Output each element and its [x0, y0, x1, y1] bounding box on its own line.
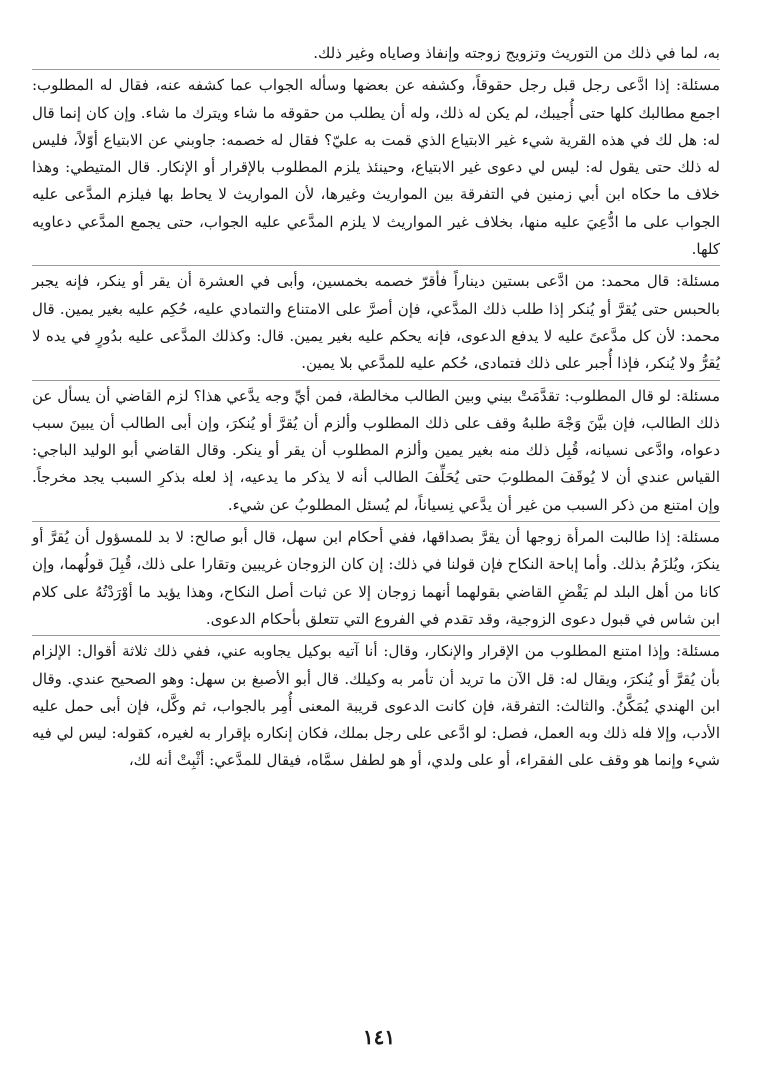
document-body: [32, 40, 720, 775]
paragraph-masala-claims: مسئلة: إذا ادَّعى رجل قبل رجل حقوقاً، وكشفه عن بعضها وسأله الجواب عما كشفه عنه، فقال له المطلوب: اجمع مطالبك كلها حتى أُجيبك، لم يكن له ذلك، وله أن يطلب من حقوقه ما شاء ويترك ما شاء. وإن كان إنما قال له: هل لك في هذه القرية شيء غير الابتياع الذي قمت به عليّ؟ فقال له خصمه: جاوبني عن الابتياع أوّلاً، فليس له ذلك حتى يقول له: ليس لي دعوى غير الابتياع، وحينئذ يلزم المطلوب بالإقرار أو الإنكار. قال المتيطي: وهذا خلاف ما حكاه ابن أبي زمنين في التفرقة بين المواريث وغيرها، لأن المواريث لا يحاط بها فيلزم المدَّعى عليه الجواب على ما ادُّعِيَ عليه منها، بخلاف غير المواريث لا يلزم المدَّعي عليه الجواب، حتى يجمع المدَّعي دعاويه كلها.: [32, 69, 720, 263]
paragraph-masala-sixty-dinars: مسئلة: قال محمد: من ادَّعى بستين ديناراً فأقرّ خصمه بخمسين، وأبى في العشرة أن يقر أو ينكر، فإنه يجبر بالحبس حتى يُقرَّ أو يُنكر إذا طلب ذلك المدَّعي، فإن أصرَّ على الامتناع والتمادي عليه، حُكِم عليه بغير يمين. قال محمد: لأن كل مدَّعىً عليه لا يدفع الدعوى، فإنه يحكم عليه بغير يمين. قال: وكذلك المدَّعى عليه بدُورٍ في يده لا يُقرُّ ولا يُنكر، فإذا أُجبر على ذلك فتمادى، حُكم عليه للمدَّعي بلا يمين.: [32, 265, 720, 377]
paragraph-masala-agent: مسئلة: وإذا امتنع المطلوب من الإقرار والإنكار، وقال: أنا آتيه بوكيل يجاوبه عني، ففي ذلك ثلاثة أقوال: الإلزام بأن يُقرَّ أو يُنكرَ، ويقال له: قل الآن ما تريد أن تأمر به وكيلك. قال أبو الأصبغ بن سهل: وهو الصحيح عندي. وقال ابن الهندي يُمَكَّنُ. والثالث: التفرقة، فإن كانت الدعوى قريبة المعنى أُمِر بالجواب، ثم وكَّل، فإن أبى حمل عليه الأدب، وإلا فله ذلك وبه العمل، فصل: لو ادَّعى على رجل بملك، فكان إنكاره بإقرار به لغيره، كقوله: ليس لي فيه شيء وإنما هو وقف على الفقراء، أو على ولدي، أو هو لطفل سمَّاه، فيقال للمدَّعي: أثْبِتْ أنه لك،: [32, 635, 720, 774]
paragraph-continuation: به، لما في ذلك من التوريث وتزويج زوجته وإنفاذ وصاياه وغير ذلك.: [313, 44, 720, 62]
paragraph-masala-mukhalata: مسئلة: لو قال المطلوب: تقدَّمَتْ بيني وبين الطالب مخالطة، فمن أيِّ وجه يدَّعي هذا؟ لزم القاضي أن يسأل عن ذلك الطالب، فإن بيَّنَ وَجْهَ طلبهُ وقف على ذلك المطلوب وألزم أن يُقرَّ أو يُنكرَ، وإن أبى الطالب أن يبينَ سبب دعواه، وادَّعى نسيانه، قُبِل ذلك منه بغير يمين وألزم المطلوب أن يقر أو ينكر. وقال القاضي أبو الوليد الباجي: القياس عندي أن لا يُوقَفَ المطلوبَ حتى يُحَلِّفَ الطالب أنه لا يذكر ما يدعيه، إذ لعله بذكرِ السبب يجد مخرجاً. وإن امتنع من ذكر السبب من غير أن يدَّعي نِسياناً، لم يُسئل المطلوبُ عن شيء.: [32, 380, 720, 519]
paragraph-masala-dowry: مسئلة: إذا طالبت المرأة زوجها أن يقرَّ بصداقها، ففي أحكام ابن سهل، قال أبو صالح: لا بد للمسؤول أن يُقرَّ أو ينكرَ، ويُلزَمُ بذلك. وأما إباحة النكاح فإن قولنا في ذلك: إن كان الزوجان غريبين وتقارا على ذلك، قُبِلَ قولُهما، وإن كانا من أهل البلد لم يَقْضِ القاضي بقولهما أنهما زوجان إلا عن ثبات أصل النكاح، وهذا يؤيد ما أوْرَدْتُهُ على كلام ابن شاس في قبول دعوى الزوجية، وقد تقدم في الفروع التي تتعلق بأحكام الدعوى.: [32, 521, 720, 633]
page-number: ١٤١: [362, 1025, 396, 1049]
